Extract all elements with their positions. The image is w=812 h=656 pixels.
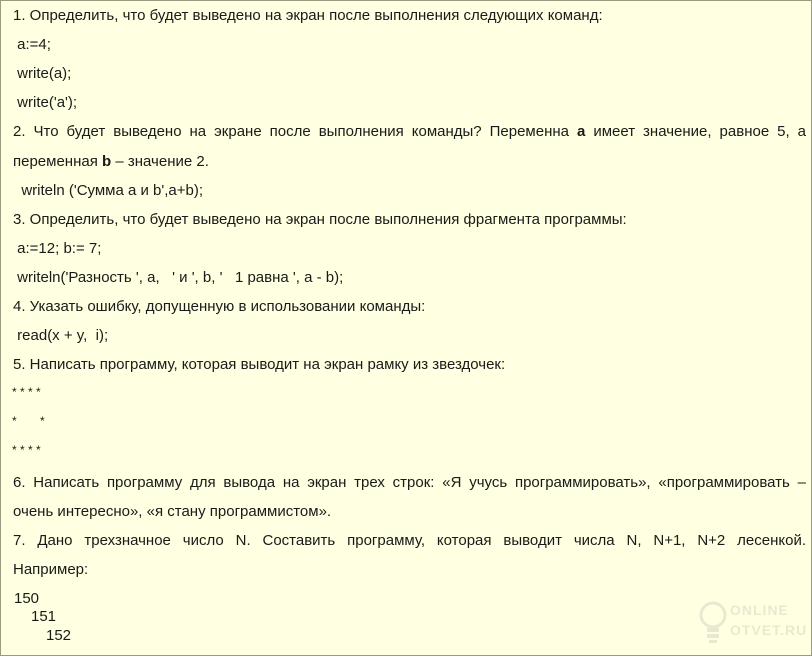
task3-title: 3. Определить, что будет выведено на экран после выполнения фрагмента программы: <box>13 211 627 228</box>
task2-text: переменная <box>13 153 103 170</box>
task6-line2: очень интересно», «я стану программистом». <box>13 503 332 520</box>
example-number: 152 <box>46 627 72 644</box>
task3-code-line: a:=12; b:= 7; <box>13 240 102 257</box>
task5-title: 5. Написать программу, которая выводит на экран рамку из звездочек: <box>13 356 506 373</box>
task2-text: – значение 2. <box>111 153 209 170</box>
task1-title: 1. Определить, что будет выведено на экран после выполнения следующих команд: <box>13 7 603 24</box>
task1-code-line: a:=4; <box>13 36 51 53</box>
task7-line1: 7. Дано трехзначное число N. Составить программу, которая выводит числа N, N+1, N+2 лесенкой. <box>13 532 806 549</box>
task1-code-line: write(a); <box>13 65 72 82</box>
watermark-logo <box>698 598 808 648</box>
stars-row: * * * * <box>12 385 41 399</box>
watermark-text-line1: ONLINE <box>730 602 789 618</box>
variable-a: a <box>576 123 586 140</box>
task3-code-line: writeln('Разность ', a, ' и ', b, ' 1 равна ', a - b); <box>13 269 344 286</box>
task7-line2: Например: <box>13 561 89 578</box>
task4-code: read(x + y, i); <box>13 327 109 344</box>
task6-line1: 6. Написать программу для вывода на экран трех строк: «Я учусь программировать», «программировать – <box>13 474 806 491</box>
task4-title: 4. Указать ошибку, допущенную в использовании команды: <box>13 298 426 315</box>
lightbulb-icon <box>698 600 728 646</box>
task2-text: 2. Что будет выведено на экране после выполнения команды? Переменна <box>13 123 577 140</box>
stars-row: * * * * <box>12 443 41 457</box>
stars-row: * * <box>12 414 45 428</box>
task2-text-line2 <box>13 153 806 171</box>
variable-b: b <box>102 153 112 170</box>
watermark-text-line2: OTVET.RU <box>730 622 808 638</box>
task2-code: writeln ('Сумма a и b',a+b); <box>13 182 204 199</box>
task2-text: имеет значение, равное 5, а <box>585 123 807 140</box>
task2-text-line1 <box>13 123 806 141</box>
example-number: 150 <box>14 590 40 607</box>
task1-code-line: write('a'); <box>13 94 78 111</box>
example-number: 151 <box>31 608 57 625</box>
